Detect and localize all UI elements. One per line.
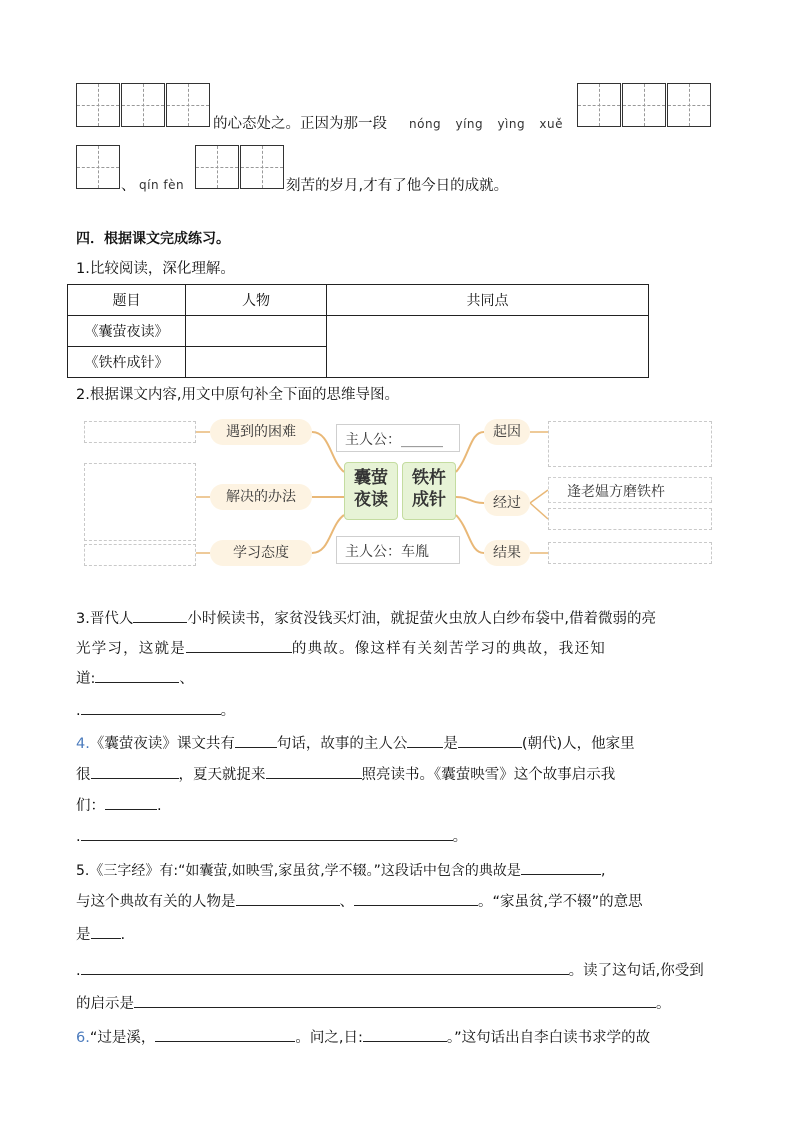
q4-text: 是: [443, 736, 458, 752]
q5-text: 与这个典故有关的人物是: [76, 894, 236, 910]
table-row-title: 《囊萤夜读》: [68, 316, 186, 347]
answer-blank[interactable]: [91, 762, 179, 779]
section-heading: 四．根据课文完成练习。: [76, 231, 230, 247]
question-4-line2: [76, 762, 615, 785]
pinyin-prompt: nóng yíng yìng xuě: [409, 117, 564, 131]
q5-text: 的启示是: [76, 996, 134, 1012]
answer-blank[interactable]: [407, 731, 443, 748]
question-3-line2: [76, 636, 606, 659]
answer-blank[interactable]: [95, 666, 179, 683]
q4-text: 很: [76, 767, 91, 783]
mindmap-center-line: 囊萤: [354, 468, 388, 488]
question-2: 2.根据课文内容,用文中原句补全下面的思维导图。: [76, 387, 399, 403]
answer-blank[interactable]: [133, 606, 187, 623]
mindmap-protagonist-top: 主人公：______: [336, 424, 460, 452]
answer-blank[interactable]: [81, 824, 453, 841]
q3-text: 的典故。像这样有关刻苦学习的典故，我还知: [291, 641, 606, 657]
mindmap-label-attitude: 学习态度: [210, 540, 312, 566]
answer-blank[interactable]: [134, 991, 656, 1008]
answer-blank[interactable]: [81, 698, 221, 715]
answer-blank[interactable]: [235, 731, 277, 748]
mindmap-label-difficulty: 遇到的困难: [210, 419, 312, 445]
q3-text: 。: [220, 703, 236, 719]
fill-text: 刻苦的岁月,才有了他今日的成就。: [286, 178, 509, 194]
answer-blank[interactable]: [81, 958, 569, 975]
mindmap-answer-box[interactable]: [548, 421, 712, 467]
answer-blank[interactable]: [363, 1025, 447, 1042]
mindmap-label-cause: 起因: [484, 419, 530, 445]
q3-text: 、: [179, 671, 194, 687]
q5-text: .: [120, 927, 126, 943]
q3-text: 3.晋代人: [76, 611, 134, 627]
question-5-line1: [76, 858, 605, 881]
q4-text: 们：: [76, 798, 105, 814]
answer-blank[interactable]: [155, 1025, 295, 1042]
mindmap-filled-process: 逢老媪方磨铁杵: [548, 477, 712, 503]
mindmap-center-line: 夜读: [354, 490, 388, 510]
table-header: 人物: [186, 285, 327, 316]
mindmap-center-node: [344, 462, 398, 520]
mindmap-answer-box[interactable]: [84, 421, 196, 443]
q5-text: 、: [339, 894, 354, 910]
q5-text: 。: [656, 996, 671, 1012]
q5-text: ,: [600, 863, 606, 879]
answer-blank[interactable]: [186, 636, 292, 653]
q5-text: .: [76, 963, 81, 979]
mindmap-protagonist-bottom: 主人公：车胤: [336, 536, 460, 564]
mindmap-center-line: 铁杵: [412, 468, 446, 488]
q4-number: 4.: [76, 736, 90, 752]
q5-text: 。“家虽贫,学不辍”的意思: [478, 894, 643, 910]
answer-blank[interactable]: [521, 858, 601, 875]
mindmap-label-result: 结果: [484, 540, 530, 566]
question-4-line3: [76, 793, 162, 816]
pinyin-prompt: qín fèn: [139, 178, 185, 192]
mindmap-answer-box[interactable]: [84, 463, 196, 541]
q4-text: (朝代)人，他家里: [521, 736, 635, 752]
question-3-line4: [76, 698, 235, 721]
q3-text: 小时候读书，家贫没钱买灯油，就捉萤火虫放人白纱布袋中,借着微弱的亮: [187, 611, 656, 627]
question-3-line3: [76, 666, 194, 689]
answer-blank[interactable]: [105, 793, 157, 810]
question-3-line1: [76, 606, 656, 629]
question-5-line2: [76, 889, 643, 912]
q5-text: 5.《三字经》有:“如囊萤,如映雪,家虽贫,学不辍。”这段话中包含的典故是: [76, 863, 521, 879]
q6-text: “过是溪，: [89, 1030, 156, 1046]
mindmap-center-line: 成针: [412, 490, 446, 510]
table-row-title: 《铁杵成针》: [68, 347, 186, 378]
mindmap-answer-box[interactable]: [548, 542, 712, 564]
q6-text: 。问之,日:: [295, 1030, 363, 1046]
q3-text: 道:: [76, 671, 96, 687]
q4-text: 《囊萤夜读》课文共有: [89, 736, 235, 752]
mindmap-label-solution: 解决的办法: [210, 484, 312, 510]
table-header: 共同点: [327, 285, 649, 316]
question-6-line1: [76, 1025, 650, 1048]
q5-text: 。读了这句话,你受到: [568, 963, 704, 979]
q4-text: 照亮读书。《囊萤映雪》这个故事启示我: [361, 767, 616, 783]
q3-text: .: [76, 703, 81, 719]
fill-text: 的心态处之。正因为那一段: [213, 116, 387, 132]
q4-text: 。: [452, 829, 468, 845]
separator-text: 、: [121, 178, 136, 194]
question-5-line5: [76, 991, 671, 1014]
q5-text: 是: [76, 927, 91, 943]
q3-text: 光学习，这就是: [76, 641, 186, 657]
answer-blank[interactable]: [458, 731, 522, 748]
table-header: 题目: [68, 285, 186, 316]
q4-text: ，夏天就捉来: [178, 767, 266, 783]
question-4-line4: [76, 824, 467, 847]
question-4-line1: [76, 731, 635, 754]
answer-blank[interactable]: [236, 889, 340, 906]
q6-number: 6.: [76, 1030, 90, 1046]
q4-text: 句话，故事的主人公: [276, 736, 408, 752]
answer-blank[interactable]: [354, 889, 478, 906]
mindmap-label-process: 经过: [484, 490, 530, 516]
answer-blank[interactable]: [266, 762, 362, 779]
q4-text: .: [76, 829, 81, 845]
mindmap-answer-box[interactable]: [548, 508, 712, 530]
question-1: 1.比较阅读，深化理解。: [76, 261, 235, 277]
mindmap-answer-box[interactable]: [84, 544, 196, 566]
mindmap-center-node: [402, 462, 456, 520]
question-5-line4: [76, 958, 704, 981]
answer-blank[interactable]: [91, 922, 121, 939]
question-5-line3: [76, 922, 125, 945]
q6-text: 。”这句话出自李白读书求学的故: [446, 1030, 651, 1046]
q4-text: .: [157, 798, 162, 814]
